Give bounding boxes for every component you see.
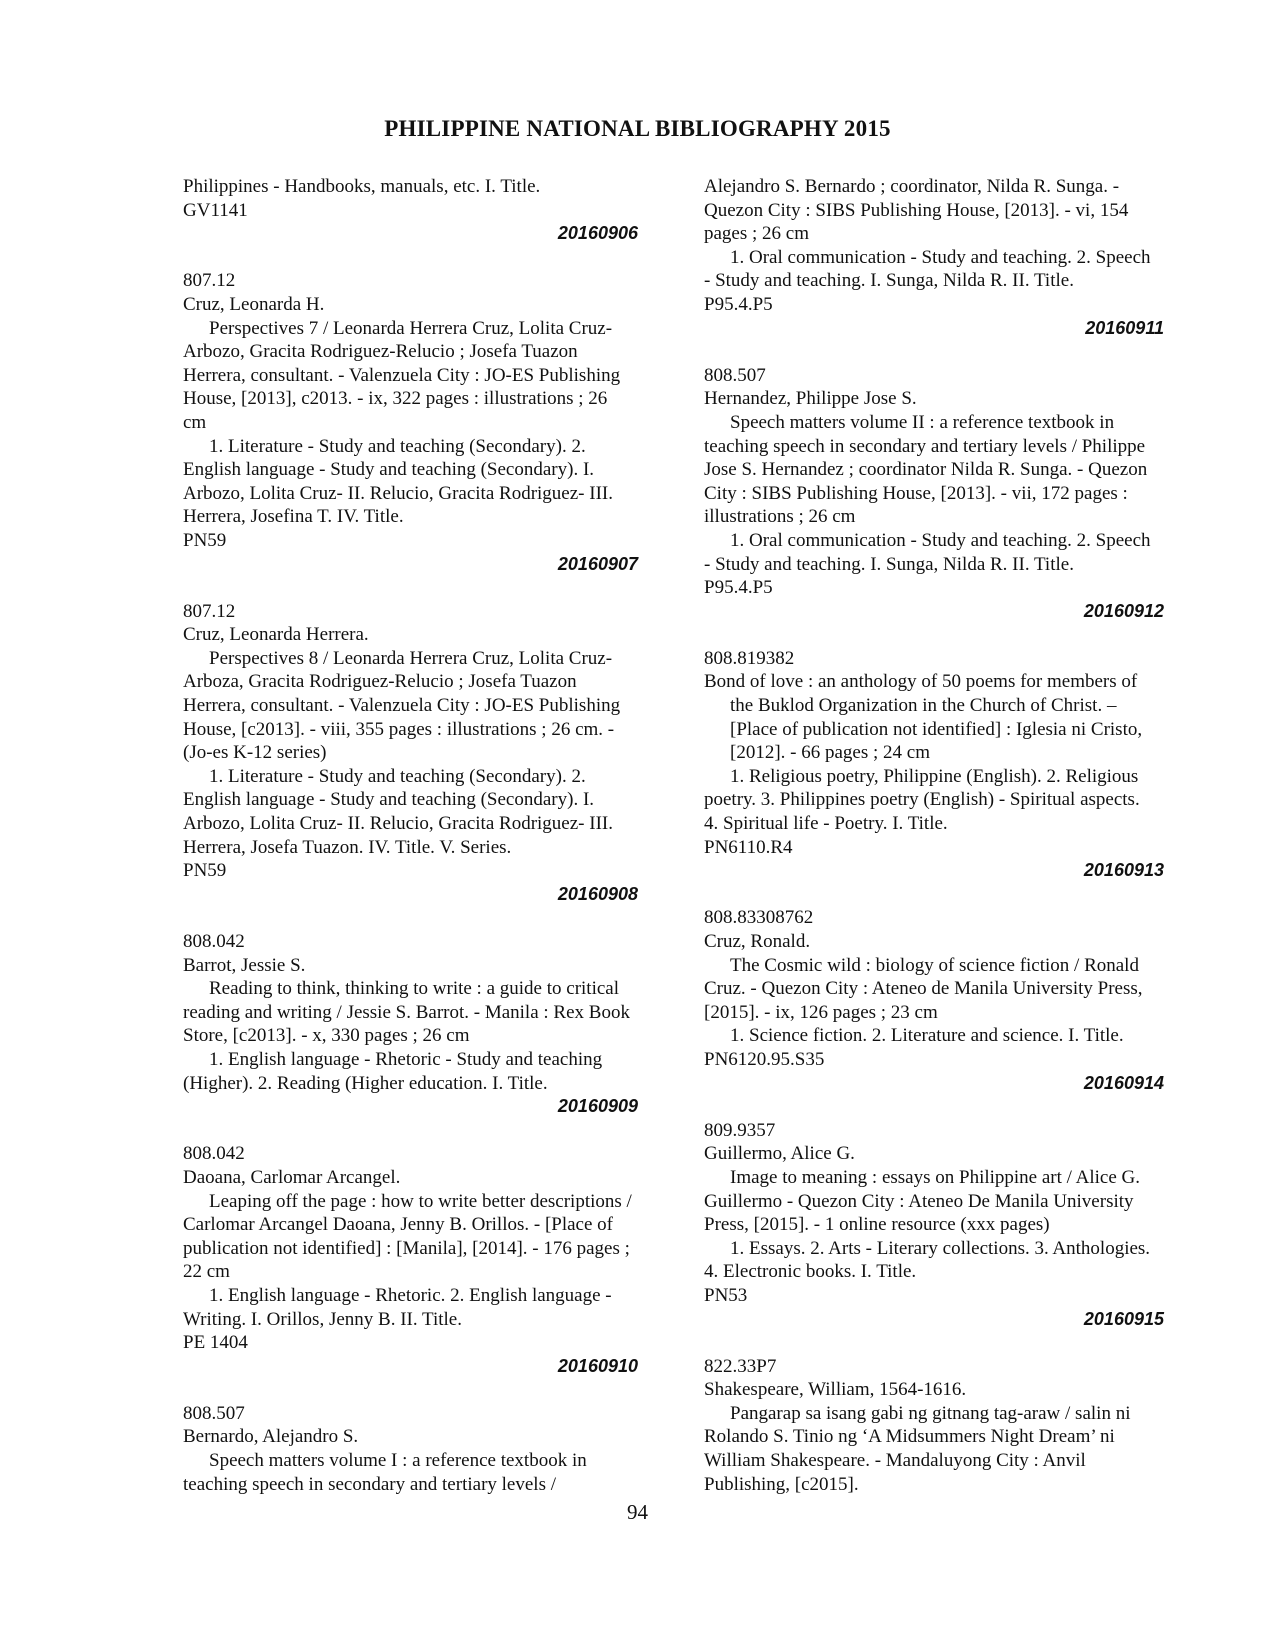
subject-line: 1. Religious poetry, Philippine (English). 2. Religious [730,765,1139,787]
description-line: Perspectives 8 / Leonarda Herrera Cruz, Lolita Cruz- [209,647,613,669]
call-number: PE 1404 [183,1332,248,1354]
subject-line: 4. Spiritual life - Poetry. I. Title. [704,813,948,835]
record-number: 20160908 [557,883,638,904]
subject-line: 1. Essays. 2. Arts - Literary collections. 3. Anthologies. [730,1237,1151,1259]
right-column [704,175,1199,1496]
description-line: House, [c2013]. - viii, 355 pages : illustrations ; 26 cm. - [183,718,615,740]
call-number: PN59 [183,860,227,882]
description-line: Pangarap sa isang gabi ng gitnang tag-araw / salin ni [730,1402,1131,1424]
record-number: 20160907 [557,553,638,574]
description-line: Quezon City : SIBS Publishing House, [2013]. - vi, 154 [704,199,1129,221]
subject-line: 1. English language - Rhetoric. 2. English language - [209,1284,612,1306]
class-number: 807.12 [183,270,236,292]
class-number: 808.83308762 [704,907,814,929]
description-line: Perspectives 7 / Leonarda Herrera Cruz, Lolita Cruz- [209,317,613,339]
author: Barrot, Jessie S. [183,954,306,976]
description-line: Publishing, [c2015]. [704,1473,859,1495]
title-line: [Place of publication not identified] : Iglesia ni Cristo, [730,718,1143,740]
subject-line: 4. Electronic books. I. Title. [704,1261,917,1283]
class-number: 808.042 [183,1143,245,1165]
author: Shakespeare, William, 1564-1616. [704,1379,967,1401]
description-line: publication not identified] : [Manila], [2014]. - 176 pages ; [183,1237,630,1259]
title-line: [2012]. - 66 pages ; 24 cm [730,742,930,764]
subject-line: English language - Study and teaching (Secondary). I. [183,789,595,811]
description-line: City : SIBS Publishing House, [2013]. - vii, 172 pages : [704,482,1128,504]
description-line: William Shakespeare. - Mandaluyong City : Anvil [704,1450,1086,1472]
page-title: PHILIPPINE NATIONAL BIBLIOGRAPHY 2015 [384,116,891,141]
description-line: Alejandro S. Bernardo ; coordinator, Nilda R. Sunga. - [704,176,1120,197]
description-line: The Cosmic wild : biology of science fiction / Ronald [730,954,1139,976]
subject-line: 1. Literature - Study and teaching (Secondary). 2. [209,435,586,457]
subject-line: - Study and teaching. I. Sunga, Nilda R. II. Title. [704,270,1074,292]
class-number: 808.042 [183,931,245,952]
subject-line: 1. Oral communication - Study and teaching. 2. Speech [730,529,1151,551]
description-line: Leaping off the page : how to write better descriptions / [209,1190,632,1212]
subject-line: Herrera, Josefa Tuazon. IV. Title. V. Series. [183,836,512,858]
description-line: Press, [2015]. - 1 online resource (xxx pages) [704,1214,1050,1236]
description-line: Arbozo, Gracita Rodriguez-Relucio ; Josefa Tuazon [183,341,578,363]
subject-line: Writing. I. Orillos, Jenny B. II. Title. [183,1308,462,1330]
subject-line: Herrera, Josefina T. IV. Title. [183,506,404,528]
description-line: teaching speech in secondary and tertiary levels / Philippe [704,435,1146,457]
record-number: 20160913 [1083,860,1164,881]
description-line: Herrera, consultant. - Valenzuela City : JO-ES Publishing [183,364,621,386]
subject-line: (Higher). 2. Reading (Higher education. I. Title. [183,1072,548,1094]
page-number: 94 [627,1500,648,1524]
record-number: 20160911 [1085,317,1164,338]
description-line: illustrations ; 26 cm [704,506,856,528]
author: Guillermo, Alice G. [704,1143,855,1165]
subject-line: Philippines - Handbooks, manuals, etc. I. Title. [183,176,541,197]
record-number: 20160906 [557,223,638,244]
record-number: 20160914 [1083,1072,1164,1093]
description-line: Image to meaning : essays on Philippine art / Alice G. [730,1166,1141,1188]
author: Cruz, Leonarda H. [183,293,325,315]
title-line: the Buklod Organization in the Church of Christ. – [730,695,1117,717]
description-line: Carlomar Arcangel Daoana, Jenny B. Orillos. - [Place of [183,1214,614,1236]
description-line: Speech matters volume I : a reference textbook in [209,1450,587,1472]
author: Daoana, Carlomar Arcangel. [183,1166,401,1188]
subject-line: poetry. 3. Philippines poetry (English) - Spiritual aspects. [704,789,1140,811]
subject-line: Arbozo, Lolita Cruz- II. Relucio, Gracita Rodriguez- III. [183,813,613,835]
call-number: PN53 [704,1284,748,1306]
title-line: Bond of love : an anthology of 50 poems for members of [704,671,1138,693]
subject-line: 1. Literature - Study and teaching (Secondary). 2. [209,765,586,787]
description-line: House, [2013], c2013. - ix, 322 pages : illustrations ; 26 [183,388,608,410]
record-number: 20160915 [1083,1308,1164,1329]
description-line: Guillermo - Quezon City : Ateneo De Manila University [704,1190,1134,1212]
class-number: 809.9357 [704,1119,776,1141]
call-number: PN59 [183,529,227,551]
call-number: GV1141 [183,199,248,221]
call-number: PN6120.95.S35 [704,1048,825,1070]
record-number: 20160912 [1083,600,1164,621]
description-line: Herrera, consultant. - Valenzuela City : JO-ES Publishing [183,695,621,717]
call-number: PN6110.R4 [704,836,793,858]
description-line: (Jo-es K-12 series) [183,742,327,764]
class-number: 808.507 [704,364,766,386]
description-line: Cruz. - Quezon City : Ateneo de Manila University Press, [704,978,1143,1000]
call-number: P95.4.P5 [704,577,773,599]
author: Bernardo, Alejandro S. [183,1426,359,1448]
call-number: P95.4.P5 [704,293,773,315]
description-line: Jose S. Hernandez ; coordinator Nilda R. Sunga. - Quezon [704,459,1148,481]
subject-line: 1. Oral communication - Study and teaching. 2. Speech [730,246,1151,268]
description-line: Speech matters volume II : a reference textbook in [730,411,1115,433]
class-number: 808.507 [183,1402,245,1424]
class-number: 807.12 [183,600,236,622]
subject-line: 1. English language - Rhetoric - Study and teaching [209,1048,603,1070]
author: Cruz, Leonarda Herrera. [183,624,369,646]
class-number: 808.819382 [704,647,795,669]
class-number: 822.33P7 [704,1355,777,1377]
description-line: reading and writing / Jessie S. Barrot. - Manila : Rex Book [183,1001,630,1023]
description-line: teaching speech in secondary and tertiary levels / [183,1473,556,1495]
description-line: cm [183,411,207,433]
description-line: [2015]. - ix, 126 pages ; 23 cm [704,1001,938,1023]
left-column [183,175,673,1496]
subject-line: 1. Science fiction. 2. Literature and science. I. Title. [730,1025,1124,1047]
subject-line: Arbozo, Lolita Cruz- II. Relucio, Gracita Rodriguez- III. [183,482,613,504]
description-line: Arboza, Gracita Rodriguez-Relucio ; Josefa Tuazon [183,671,577,693]
description-line: pages ; 26 cm [704,223,810,245]
description-line: Rolando S. Tinio ng ‘A Midsummers Night Dream’ ni [704,1426,1115,1448]
record-number: 20160910 [557,1355,638,1376]
description-line: Reading to think, thinking to write : a guide to critical [209,978,620,1000]
description-line: Store, [c2013]. - x, 330 pages ; 26 cm [183,1025,470,1047]
author: Hernandez, Philippe Jose S. [704,388,917,410]
record-number: 20160909 [557,1096,638,1117]
author: Cruz, Ronald. [704,931,811,952]
subject-line: - Study and teaching. I. Sunga, Nilda R. II. Title. [704,553,1074,575]
description-line: 22 cm [183,1261,230,1283]
subject-line: English language - Study and teaching (Secondary). I. [183,459,595,481]
